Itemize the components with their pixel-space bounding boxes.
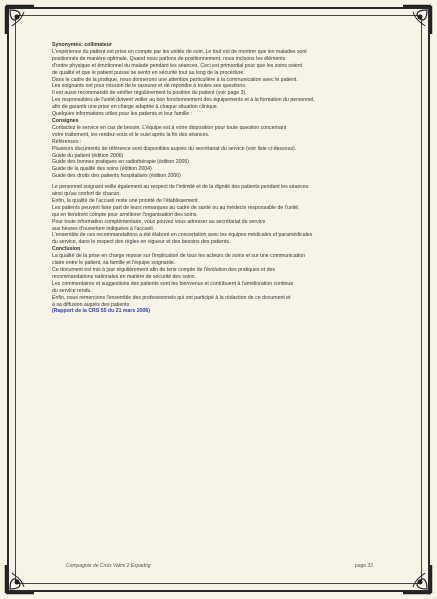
- text-line: Pour toute information complémentaire, vous pouvez vous adresser au secrétariat du service: [52, 218, 266, 225]
- report-reference-link[interactable]: (Rapport de la CRS 55 du 21 mars 2006): [52, 308, 151, 315]
- text-line: du service rendu.: [52, 287, 92, 294]
- text-line: de qualité et que le patient puisse se sentir en sécurité tout au long de la procédure.: [52, 69, 245, 76]
- text-line: ainsi qu'au confort de chacun.: [52, 191, 121, 198]
- text-line: Plusieurs documents de référence sont disponibles auprès du secrétariat du service (voir liste ci-dessous).: [52, 145, 297, 152]
- corner-ornament-icon: [399, 4, 433, 38]
- text-line: La qualité de la prise en charge repose sur l'implication de tous les acteurs de soins et sur une communication: [52, 253, 306, 260]
- text-line: Guide du patient (édition 2006): [52, 152, 124, 159]
- text-line: L'ensemble de ces recommandations a été élaboré en concertation avec les équipes médicales et paramédicales: [52, 232, 313, 239]
- corner-ornament-icon: [399, 561, 433, 595]
- corner-ornament-icon: [4, 4, 38, 38]
- text-line: positionnés de manière optimale. Quand nous parlons de positionnement, nous incluons les éléments: [52, 55, 286, 62]
- footer-page-number: page 32: [354, 563, 373, 569]
- text-line: Les soignants ont pour mission de le rassurer et de répondre à toutes ses questions.: [52, 83, 247, 90]
- page-footer: [52, 563, 387, 571]
- text-line: Dans le cadre de la pratique, nous donnerons une attention particulière à la communication avec le patient.: [52, 76, 298, 83]
- section-heading: Synonymes: collimateur: [52, 42, 112, 48]
- text-line: Les commentaires et suggestions des patients sont les bienvenus et contribuent à l'amélioration continue: [52, 280, 294, 287]
- text-line: aux heures d'ouverture indiquées à l'accueil.: [52, 225, 155, 232]
- text-line: Contactez le service en cas de besoin. L'équipe est à votre disposition pour toute question concernant: [52, 124, 287, 131]
- document-body: [52, 42, 387, 542]
- text-line: d'ordre physique et émotionnel du malade pendant les séances. Ceci est primordial pour que les soins soient: [52, 62, 303, 69]
- text-line: Guide de la qualité des soins (édition 2004): [52, 166, 152, 173]
- text-line: Guide des bonnes pratiques en radiothérapie (édition 2005): [52, 159, 189, 166]
- text-line: qui en tiendront compte pour améliorer l'organisation des soins.: [52, 211, 198, 218]
- text-line: L'expérience du patient est prise en compte par les unités de soin. Le tout est de montrer que les malades sont: [52, 48, 307, 55]
- text-line: Enfin, la qualité de l'accueil reste une priorité de l'établissement.: [52, 197, 200, 204]
- text-line: Références :: [52, 138, 82, 145]
- footer-publisher: Compagnie de Croix Valmi 2 Espadrig: [66, 563, 151, 569]
- corner-ornament-icon: [4, 561, 38, 595]
- text-line: votre traitement, les rendez-vous et le suivi après la fin des séances.: [52, 131, 210, 138]
- text-line: recommandations nationales en matière de sécurité des soins.: [52, 273, 196, 280]
- text-line: Les responsables de l'unité doivent veiller au bon fonctionnement des équipements et à la formation du personnel,: [52, 97, 315, 104]
- text-line: Les patients peuvent faire part de leurs remarques au cadre de santé ou au médecin responsable de l'unité,: [52, 204, 300, 211]
- section-heading: Consignes: [52, 117, 79, 124]
- section-heading: Conclusion: [52, 246, 81, 253]
- text-line: à sa diffusion auprès des patients.: [52, 301, 131, 308]
- text-line: Ce document est mis à jour régulièrement afin de tenir compte de l'évolution des pratiques et des: [52, 267, 276, 273]
- text-line: du service, dans le respect des règles en vigueur et des besoins des patients.: [52, 239, 231, 246]
- text-line: Il est aussi recommandé de vérifier régulièrement la position du patient (voir page 3).: [52, 90, 247, 97]
- text-line: Enfin, nous remercions l'ensemble des professionnels qui ont participé à la rédaction de ce document et: [52, 294, 291, 301]
- text-line: Guide des droits des patients hospitalisés (édition 2006): [52, 173, 181, 180]
- text-line: Quelques informations utiles pour les patients et leur famille :: [52, 111, 193, 118]
- text-line: claire entre le patient, sa famille et l'équipe soignante.: [52, 260, 176, 267]
- text-line: Le personnel soignant veille également au respect de l'intimité et de la dignité des patients pendant les séances: [52, 184, 309, 191]
- text-line: afin de garantir une prise en charge adaptée à chaque situation clinique.: [52, 104, 219, 111]
